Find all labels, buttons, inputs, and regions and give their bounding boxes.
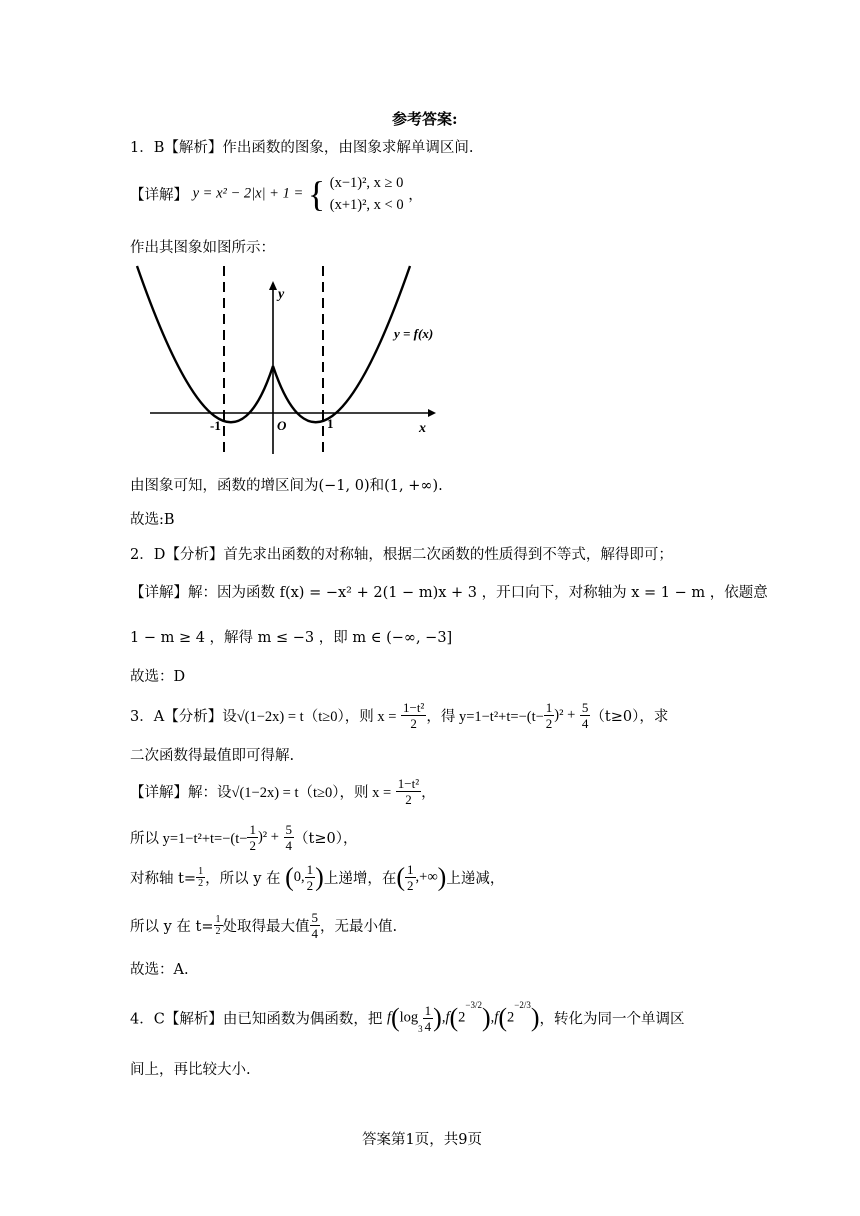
frac-den: 2 [405,792,412,807]
frac-den: 4 [581,716,589,731]
q3-so [130,822,358,853]
frac-den: 2 [215,926,221,937]
q3-answer: 故选：A. [130,962,189,978]
q3-axis-int1: 0, [293,869,305,885]
y-axis-label: y [278,287,285,302]
frac-num: 1 [407,862,414,877]
q3-line2: 二次函数得最值即可得解. [130,748,295,764]
q2-line2: 【详解】解：因为函数 f(x) = −x² + 2(1 − m)x + 3 ，开口向下，对称轴为 x = 1 − m ，依题意 [130,585,768,601]
q3-line1-a: 3．A【分析】设 [130,709,237,725]
frac-num: 1−t² [397,776,420,791]
q4-f3: f [494,1009,499,1026]
q3-axis-c: 上递增，在 [323,871,397,887]
paren-close: ) [315,862,324,892]
q3-axis-d: 上递减， [446,871,505,887]
q3-max [130,910,397,941]
frac-den: 2 [198,878,204,889]
q3-axis-half [196,866,205,889]
paren-open-2: ( [449,1003,459,1032]
frac-den: 2 [545,716,553,731]
tick-minus-one: -1 [210,418,221,433]
q3-line1-d: )² + [554,707,576,723]
frac-num: 1−t² [402,700,425,715]
q1-case1: (x−1)², x ≥ 0 [329,175,404,191]
q4-log: log [399,1009,419,1026]
q4-line2: 间上，再比较大小. [130,1062,251,1078]
frac-num: 1 [545,700,553,715]
q4-f1: f [386,1009,391,1026]
paren-close: ) [433,1003,442,1032]
q1-detail [130,172,423,216]
frac-den: 2 [249,838,256,853]
q3-line1-c: ，得 y=1−t²+t=−(t− [426,709,544,725]
q3-max-half [214,914,223,937]
q1-comma: ， [408,187,423,204]
frac-den: 2 [306,878,314,893]
q3-so-five-fourths [284,822,295,853]
frac-num: 1 [249,822,256,837]
q1-line1: 1．B【解析】作出函数的图象，由图象求解单调区间. [130,140,474,156]
frac-num: 5 [581,700,589,715]
q3-axis-a: 对称轴 t= [130,871,197,887]
q3-max-b: 处取得最大值 [222,919,310,935]
frac-num: 1 [215,914,221,925]
paren-open: ( [390,1003,400,1032]
q4-line1-b: ，转化为同一个单调区 [539,1011,685,1028]
q3-so-a: 所以 y=1−t²+t=−(t− [130,831,248,847]
q3-line1 [130,700,668,731]
q1-detail-label: 【详解】 [130,187,188,204]
frac-num: 5 [311,910,318,925]
y-axis-arrow [269,281,277,290]
q3-detail-c: ， [421,785,436,801]
paren-open-3: ( [498,1003,507,1032]
q3-max-a: 所以 y 在 t= [130,919,214,935]
q2-line1: 2．D【分析】首先求出函数的对称轴，根据二次函数的性质得到不等式，解得即可； [130,547,673,563]
paren-open: ( [285,862,294,892]
q3-so-b: )² + [257,829,279,845]
q3-max-c: ，无最小值. [320,919,398,935]
q3-so-c: （t≥0）， [294,831,358,847]
q3-line1-b: √(1−2x) = t（t≥0），则 x = [236,709,397,725]
page-title: 参考答案: [392,110,458,128]
q1-brace: { [307,174,326,214]
q2-answer: 故选：D [130,669,186,685]
q3-frac-five-fourths [580,700,591,731]
q4-two-a: 2 [458,1009,466,1026]
paren-open-2: ( [396,862,406,892]
q4-quarter [423,1003,434,1034]
q3-int1-half [305,862,316,893]
q1-graph-intro: 作出其图象如图所示： [130,240,275,256]
origin-label: O [277,418,287,433]
q4-line1: 4．C【解析】由已知函数为偶函数，把 $f(\log_3$ $\frac{1}{4}$ )$,f(2^{-3/2}),f(2^{-2/3})$，转化为同一个单调区 [130,1000,685,1034]
q1-cases [330,172,404,216]
q3-detail-b: √(1−2x) = t（t≥0），则 x = [231,785,392,801]
q3-so-half [247,822,258,853]
q3-axis [130,862,504,893]
q3-int2-half [405,862,416,893]
q4-line1-a: 4．C【解析】由已知函数为偶函数，把 [130,1011,383,1028]
q4-exp1: −3/2 [465,1000,482,1010]
q3-frac-half [544,700,555,731]
frac-den: 2 [410,716,417,731]
q3-detail-a: 【详解】解：设 [130,785,232,801]
q3-axis-b: ，所以 y 在 [205,871,281,887]
q3-axis-int2: ,+∞ [415,869,438,885]
frac-num: 1 [424,1002,432,1018]
paren-close-2: ) [437,862,447,892]
paren-close-2: ) [482,1003,491,1032]
q1-case2: (x+1)², x < 0 [329,197,404,213]
tick-one: 1 [327,416,334,431]
q1-detail-expr: y = x² − 2|x| + 1 = [192,185,304,202]
frac-num: 1 [198,866,204,877]
curve-right [273,266,410,422]
frac-den: 4 [424,1018,432,1034]
frac-den: 4 [285,838,293,853]
q1-answer: 故选:B [130,512,175,528]
q3-detail [130,776,436,807]
q4-log-base: 3 [418,1024,423,1034]
q3-frac-x [401,700,426,731]
q1-conclusion: 由图象可知，函数的增区间为(−1, 0)和(1, +∞). [130,478,443,494]
q3-line1-e: （t≥0），求 [590,709,669,725]
q4-f2: f [445,1009,450,1026]
x-axis-arrow [428,409,436,417]
curve-label: y = f(x) [394,326,434,341]
frac-num: 5 [285,822,293,837]
q3-max-five-fourths [310,910,321,941]
frac-num: 1 [306,862,314,877]
x-axis-label: x [419,421,426,436]
q3-detail-frac [396,776,421,807]
frac-den: 2 [407,878,414,893]
function-graph [130,262,440,462]
page-footer: 答案第1页，共9页 [362,1132,482,1148]
frac-den: 4 [311,926,318,941]
q2-line3: 1 − m ≥ 4 ，解得 m ≤ −3 ，即 m ∈ (−∞, −3] [130,630,453,646]
q4-exp2: −2/3 [514,1000,531,1010]
curve-left [137,266,273,422]
q4-two-b: 2 [507,1009,515,1026]
paren-close-3: ) [530,1003,540,1032]
